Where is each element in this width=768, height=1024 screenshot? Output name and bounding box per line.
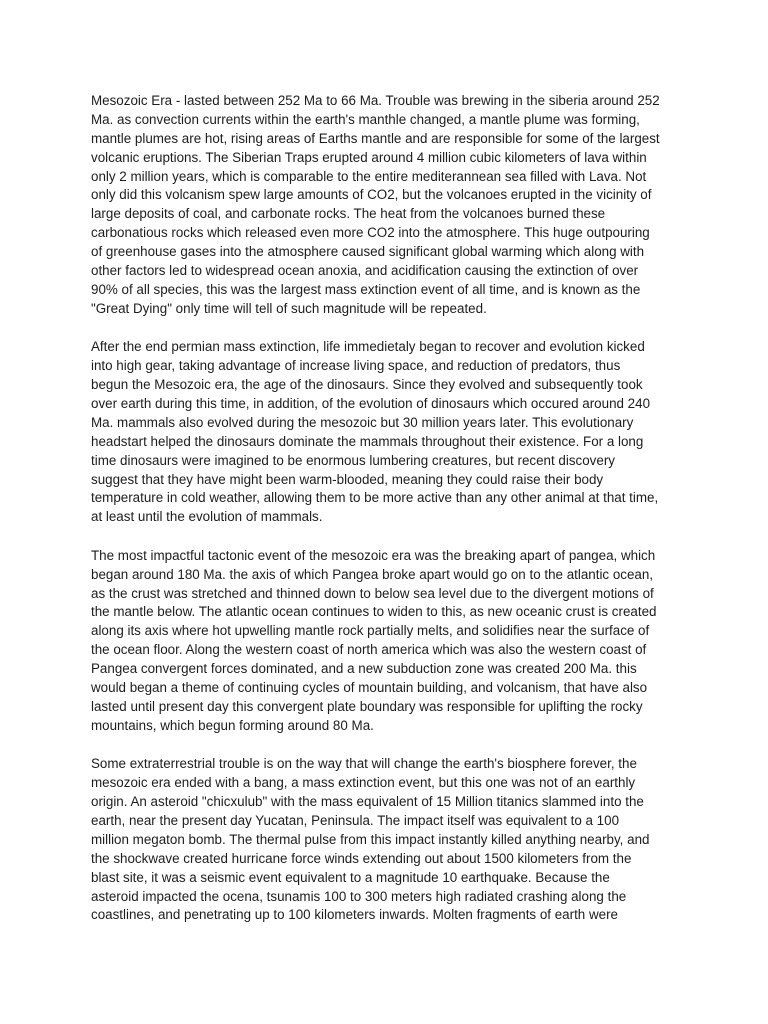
text-line: the mantle below. The atlantic ocean continues to widen to this, as new oceanic crust is created <box>91 604 657 620</box>
text-line: 90% of all species, this was the largest mass extinction event of all time, and is known as the <box>91 281 641 297</box>
text-line: begun the Mesozoic era, the age of the dinosaurs. Since they evolved and subsequently took <box>91 377 643 393</box>
text-line: temperature in cold weather, allowing them to be more active than any other animal at that time, <box>91 490 659 506</box>
text-line: began around 180 Ma. the axis of which Pangea broke apart would go on to the atlantic ocean, <box>91 566 654 582</box>
text-line: of greenhouse gases into the atmosphere caused significant global warming which along with <box>91 244 645 260</box>
text-line: earth, near the present day Yucatan, Peninsula. The impact itself was equivalent to a 100 <box>91 812 620 828</box>
text-line: Ma. as convection currents within the earth's manthle changed, a mantle plume was forming, <box>91 111 640 127</box>
text-line: coastlines, and penetrating up to 100 kilometers inwards. Molten fragments of earth were <box>91 907 618 923</box>
text-line: Some extraterrestrial trouble is on the way that will change the earth's biosphere forever, the <box>91 756 637 772</box>
paragraph-siberian-traps <box>91 92 686 319</box>
text-line: suggest that they have might been warm-blooded, meaning they could raise their body <box>91 471 604 487</box>
text-line: blast site, it was a seismic event equivalent to a magnitude 10 earthquake. Because the <box>91 869 610 885</box>
text-line: volcanic eruptions. The Siberian Traps erupted around 4 million cubic kilometers of lava within <box>91 149 647 165</box>
text-line: over earth during this time, in addition, of the evolution of dinosaurs which occured around 240 <box>91 395 651 411</box>
text-line: mantle plumes are hot, rising areas of Earths mantle and are responsible for some of the largest <box>91 130 660 146</box>
text-line: origin. An asteroid "chicxulub" with the mass equivalent of 15 Million titanics slammed into the <box>91 794 644 810</box>
text-line: mountains, which begun forming around 80 Ma. <box>91 717 374 733</box>
text-line: the shockwave created hurricane force winds extending out about 1500 kilometers from the <box>91 850 632 866</box>
text-line: Pangea convergent forces dominated, and a new subduction zone was created 200 Ma. this <box>91 661 637 677</box>
text-line: After the end permian mass extinction, life immedietaly began to recover and evolution kicked <box>91 339 645 355</box>
text-line: only did this volcanism spew large amounts of CO2, but the volcanoes erupted in the vicinity of <box>91 187 652 203</box>
paragraph-dinosaurs <box>91 338 686 527</box>
text-line: lasted until present day this convergent plate boundary was responsible for uplifting the rocky <box>91 698 643 714</box>
text-line: along its axis where hot upwelling mantle rock partially melts, and solidifies near the surface of <box>91 623 650 639</box>
text-line: carbonatious rocks which released even more CO2 into the atmosphere. This huge outpouring <box>91 225 650 241</box>
text-line: "Great Dying" only time will tell of such magnitude will be repeated. <box>91 300 487 316</box>
text-line: at least until the evolution of mammals. <box>91 509 323 525</box>
text-line: Mesozoic Era - lasted between 252 Ma to 66 Ma. Trouble was brewing in the siberia around 252 <box>91 93 660 108</box>
text-line: time dinosaurs were imagined to be enormous lumbering creatures, but recent discovery <box>91 452 615 468</box>
text-line: million megaton bomb. The thermal pulse from this impact instantly killed anything nearby, and <box>91 831 650 847</box>
text-line: as the crust was stretched and thinned down to below sea level due to the divergent motions of <box>91 585 654 601</box>
text-line: only 2 million years, which is comparable to the entire mediterannean sea filled with Lava. Not <box>91 168 647 184</box>
text-line: into high gear, taking advantage of increase living space, and reduction of predators, thus <box>91 358 621 374</box>
text-line: The most impactful tactonic event of the mesozoic era was the breaking apart of pangea, which <box>91 547 656 563</box>
paragraph-pangea <box>91 547 686 736</box>
text-line: would began a theme of continuing cycles of mountain building, and volcanism, that have also <box>91 680 648 696</box>
text-line: Ma. mammals also evolved during the mesozoic but 30 million years later. This evolutionary <box>91 414 634 430</box>
text-line: mesozoic era ended with a bang, a mass extinction event, but this one was not of an earthly <box>91 775 636 791</box>
text-line: large deposits of coal, and carbonate rocks. The heat from the volcanoes burned these <box>91 206 606 222</box>
text-line: the ocean floor. Along the western coast of north america which was also the western coast of <box>91 642 647 658</box>
document-page <box>91 92 686 945</box>
text-line: asteroid impacted the ocena, tsunamis 100 to 300 meters high radiated crashing along the <box>91 888 627 904</box>
text-line: other factors led to widespread ocean anoxia, and acidification causing the extinction of over <box>91 263 639 279</box>
paragraph-asteroid <box>91 755 686 925</box>
text-line: headstart helped the dinosaurs dominate the mammals throughout their existence. For a long <box>91 433 644 449</box>
